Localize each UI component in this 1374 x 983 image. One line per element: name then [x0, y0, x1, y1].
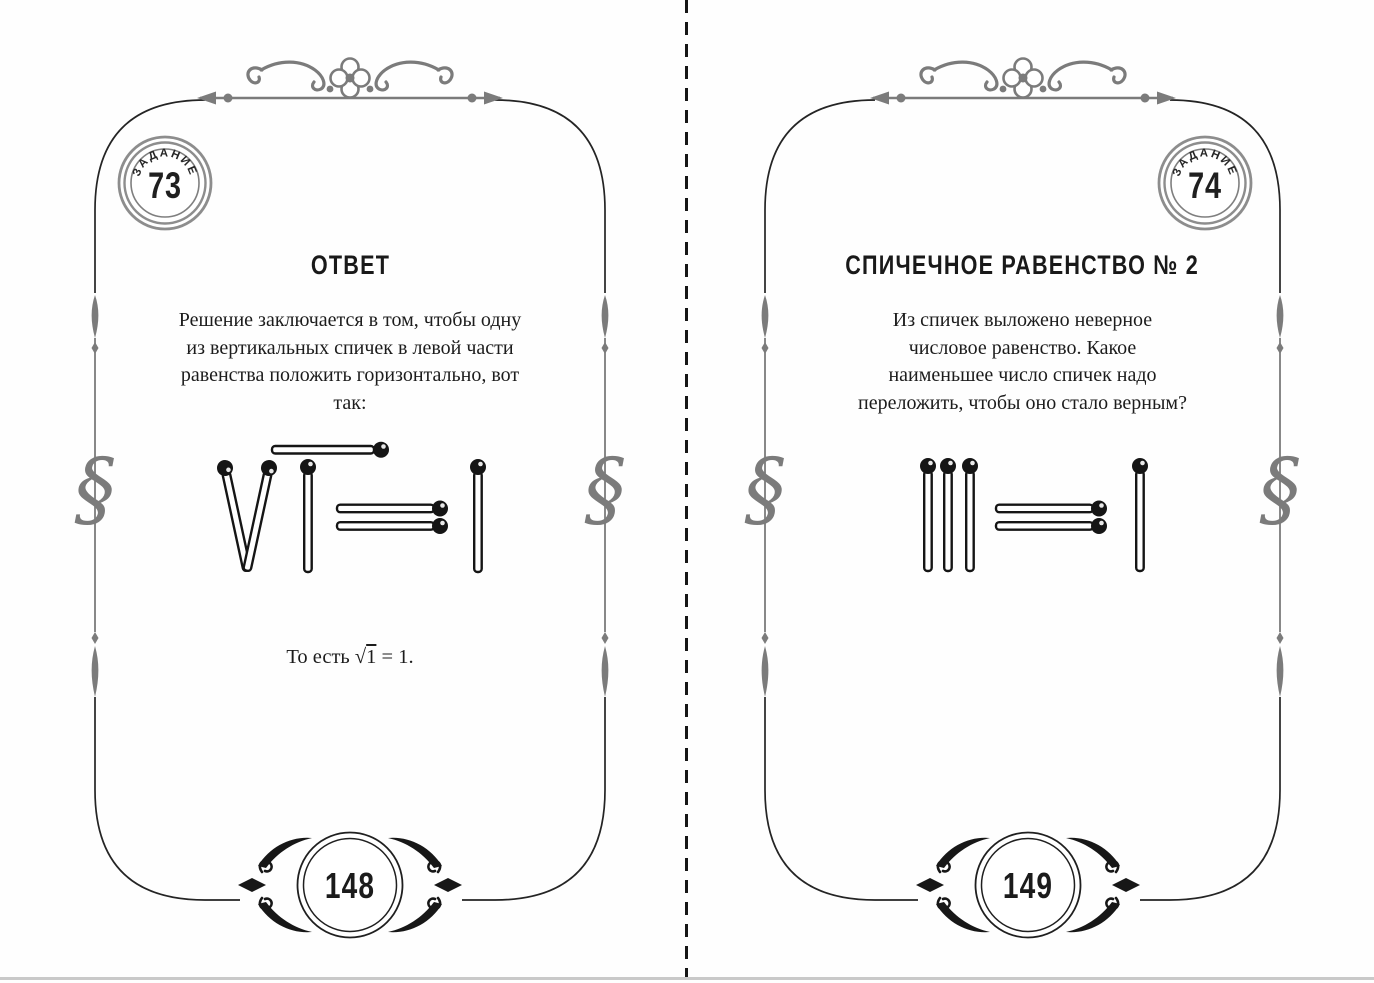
badge-number: 73 [148, 165, 182, 207]
body-line: так: [333, 391, 367, 414]
match-vertical-one [300, 459, 316, 572]
radicand: 1 [366, 646, 377, 668]
radical-sign: √ [354, 646, 367, 668]
page-number-circle [238, 833, 462, 938]
body-line: из вертикальных спичек в левой части [186, 336, 514, 359]
page-number: 149 [1002, 865, 1054, 906]
page-heading: СПИЧЕЧНОЕ РАВЕНСТВО № 2 [845, 250, 1200, 280]
section-ornament-icon: § [1259, 442, 1301, 537]
page-number: 148 [324, 865, 376, 906]
caption-prefix: То есть [286, 646, 355, 668]
figure-caption [95, 646, 605, 669]
body-text [780, 307, 1265, 417]
match-horizontal-radical-bar [272, 442, 389, 458]
matchstick-figure [920, 458, 1148, 571]
body-line: Решение заключается в том, чтобы одну [178, 309, 522, 331]
page-right-graphics [687, 0, 1374, 983]
badge-number: 74 [1188, 165, 1222, 207]
match-equals-top [996, 501, 1107, 517]
match-equals-bottom [996, 518, 1107, 534]
badge-label: ЗАДАНИЕ [1170, 147, 1240, 179]
top-ornament [870, 59, 1176, 105]
body-line: Из спичек выложено неверное [892, 309, 1153, 331]
side-ornament-right [1260, 295, 1301, 697]
section-ornament-icon: § [584, 442, 626, 537]
task-badge [119, 137, 211, 229]
page-bottom-edge [0, 977, 1374, 980]
match-equals-top [337, 501, 448, 517]
arrow-right-icon [484, 92, 503, 105]
arrow-right-icon [1157, 92, 1176, 105]
caption-suffix: = 1. [376, 646, 414, 668]
arrow-left-icon [870, 92, 889, 105]
page-heading: ОТВЕТ [310, 250, 390, 280]
match-vertical-result [1132, 458, 1148, 571]
body-line: наименьшее число спичек надо [888, 364, 1157, 386]
section-ornament-icon: § [744, 442, 786, 537]
page-fold-dashed-divider [685, 0, 688, 977]
quatrefoil-icon [331, 59, 370, 98]
body-text [110, 307, 590, 417]
arrow-left-icon [197, 92, 216, 105]
body-line: числовое равенство. Какое [908, 336, 1137, 359]
match-vertical-2 [940, 458, 956, 571]
body-line: равенства положить горизонтально, вот [180, 364, 520, 386]
match-vertical-result [470, 459, 486, 572]
task-badge [1159, 137, 1251, 229]
match-vertical-1 [920, 458, 936, 571]
match-vertical-3 [962, 458, 978, 571]
matchstick-figure [215, 442, 486, 573]
page-right [687, 0, 1374, 983]
top-ornament [197, 59, 503, 105]
section-ornament-icon: § [74, 442, 116, 537]
side-ornament-right [585, 295, 626, 697]
badge-label: ЗАДАНИЕ [130, 147, 200, 179]
match-equals-bottom [337, 518, 448, 534]
body-line: переложить, чтобы оно стало верным? [858, 391, 1187, 414]
quatrefoil-icon [1004, 59, 1043, 98]
page-number-circle [916, 833, 1140, 938]
